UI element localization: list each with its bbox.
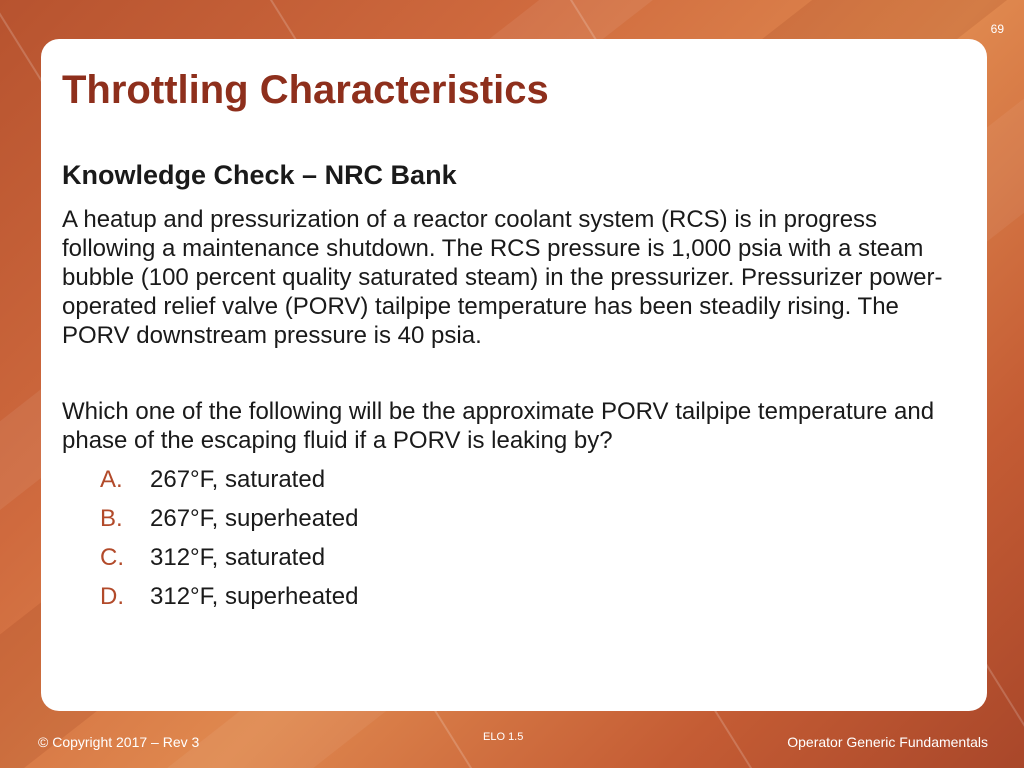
answer-list — [100, 466, 358, 622]
slide-subheading: Knowledge Check – NRC Bank — [62, 160, 457, 190]
answer-text: 267°F, saturated — [150, 466, 326, 493]
answer-option-c — [100, 544, 358, 583]
footer-course: Operator Generic Fundamentals — [787, 734, 988, 750]
question-prompt: Which one of the following will be the approximate PORV tailpipe temperature and phase of the escaping fluid if a PORV is leaking by? — [62, 398, 935, 454]
answer-option-d — [100, 583, 358, 622]
slide-number: 69 — [990, 22, 1004, 36]
answer-option-b — [100, 505, 358, 544]
answer-text: 312°F, saturated — [150, 544, 326, 571]
footer-copyright: © Copyright 2017 – Rev 3 — [38, 734, 200, 750]
answer-option-a — [100, 466, 358, 505]
answer-letter: B. — [100, 505, 123, 532]
answer-text: 267°F, superheated — [150, 505, 359, 532]
question-stem: A heatup and pressurization of a reactor coolant system (RCS) is in progress following a maintenance shutdown. The RCS pressure is 1,000 psia with a steam bubble (100 percent quality saturated steam) in the pressurizer. Pressurizer power-operated relief valve (PORV) tailpipe temperature has been steadily rising. The PORV downstream pressure is 40 psia. — [62, 206, 943, 349]
answer-letter: A. — [100, 466, 123, 493]
answer-letter: D. — [100, 583, 124, 610]
footer-elo: ELO 1.5 — [483, 731, 524, 743]
answer-letter: C. — [100, 544, 124, 571]
answer-text: 312°F, superheated — [150, 583, 359, 610]
slide-title: Throttling Characteristics — [62, 68, 549, 112]
